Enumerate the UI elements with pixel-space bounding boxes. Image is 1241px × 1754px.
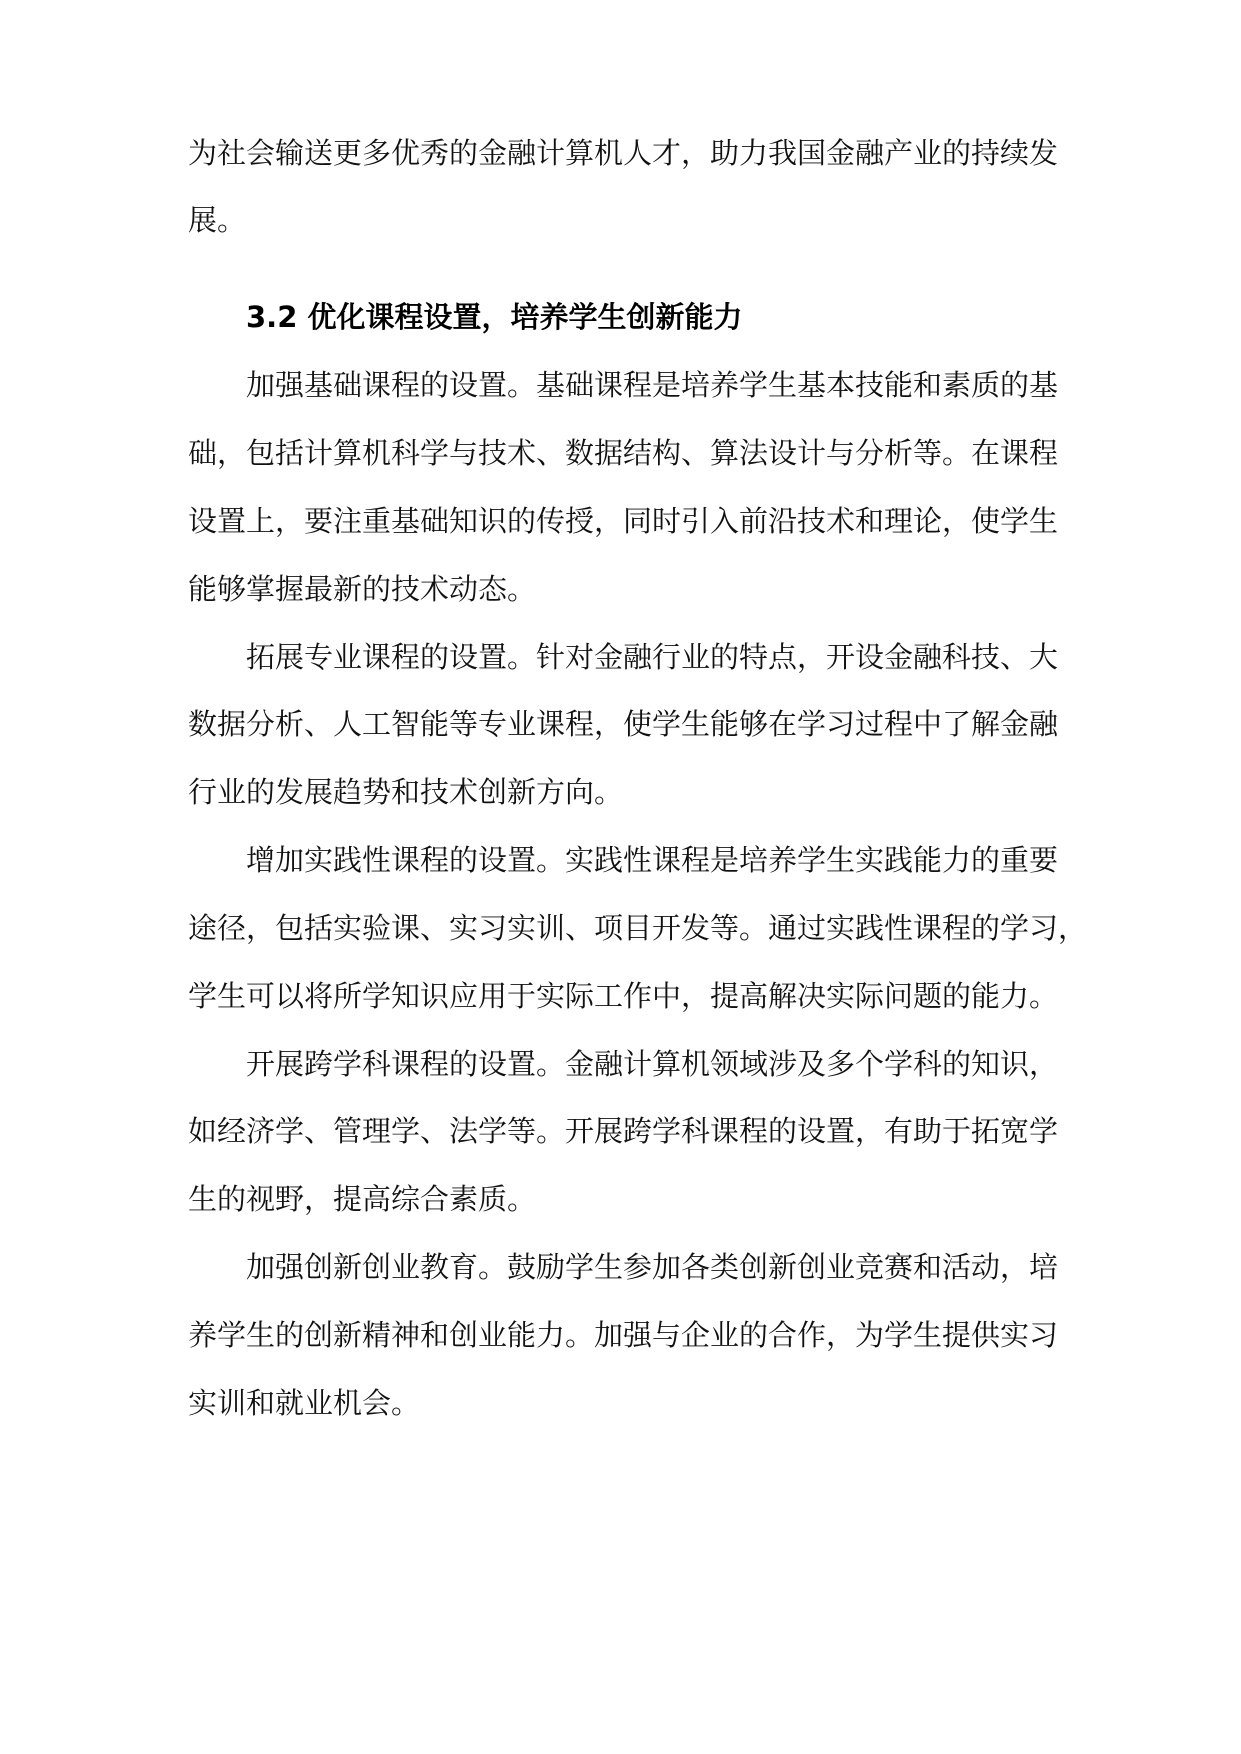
paragraph-line: 能够掌握最新的技术动态。 — [188, 572, 537, 606]
paragraph-line: 养学生的创新精神和创业能力。加强与企业的合作，为学生提供实习 — [188, 1318, 1059, 1352]
paragraph-line: 学生可以将所学知识应用于实际工作中，提高解决实际问题的能力。 — [188, 979, 1059, 1013]
paragraph-line: 设置上，要注重基础知识的传授，同时引入前沿技术和理论，使学生 — [188, 504, 1059, 538]
paragraph-line: 开展跨学科课程的设置。金融计算机领域涉及多个学科的知识， — [246, 1047, 1059, 1081]
paragraph-line: 础，包括计算机科学与技术、数据结构、算法设计与分析等。在课程 — [188, 436, 1059, 470]
paragraph-line: 行业的发展趋势和技术创新方向。 — [188, 775, 624, 809]
intro-line: 展。 — [188, 203, 247, 237]
paragraph-line: 加强基础课程的设置。基础课程是培养学生基本技能和素质的基 — [246, 368, 1059, 402]
paragraph-line: 数据分析、人工智能等专业课程，使学生能够在学习过程中了解金融 — [188, 707, 1059, 741]
intro-line: 为社会输送更多优秀的金融计算机人才，助力我国金融产业的持续发 — [188, 136, 1059, 170]
paragraph-line: 途径，包括实验课、实习实训、项目开发等。通过实践性课程的学习， — [188, 911, 1088, 945]
section-heading: 3.2 优化课程设置，培养学生创新能力 — [246, 300, 743, 334]
paragraph-line: 增加实践性课程的设置。实践性课程是培养学生实践能力的重要 — [246, 843, 1059, 877]
paragraph-line: 加强创新创业教育。鼓励学生参加各类创新创业竞赛和活动，培 — [246, 1250, 1059, 1284]
paragraph-line: 实训和就业机会。 — [188, 1386, 421, 1420]
paragraph-line: 生的视野，提高综合素质。 — [188, 1182, 537, 1216]
paragraph-line: 如经济学、管理学、法学等。开展跨学科课程的设置，有助于拓宽学 — [188, 1114, 1059, 1148]
paragraph-line: 拓展专业课程的设置。针对金融行业的特点，开设金融科技、大 — [246, 640, 1059, 674]
